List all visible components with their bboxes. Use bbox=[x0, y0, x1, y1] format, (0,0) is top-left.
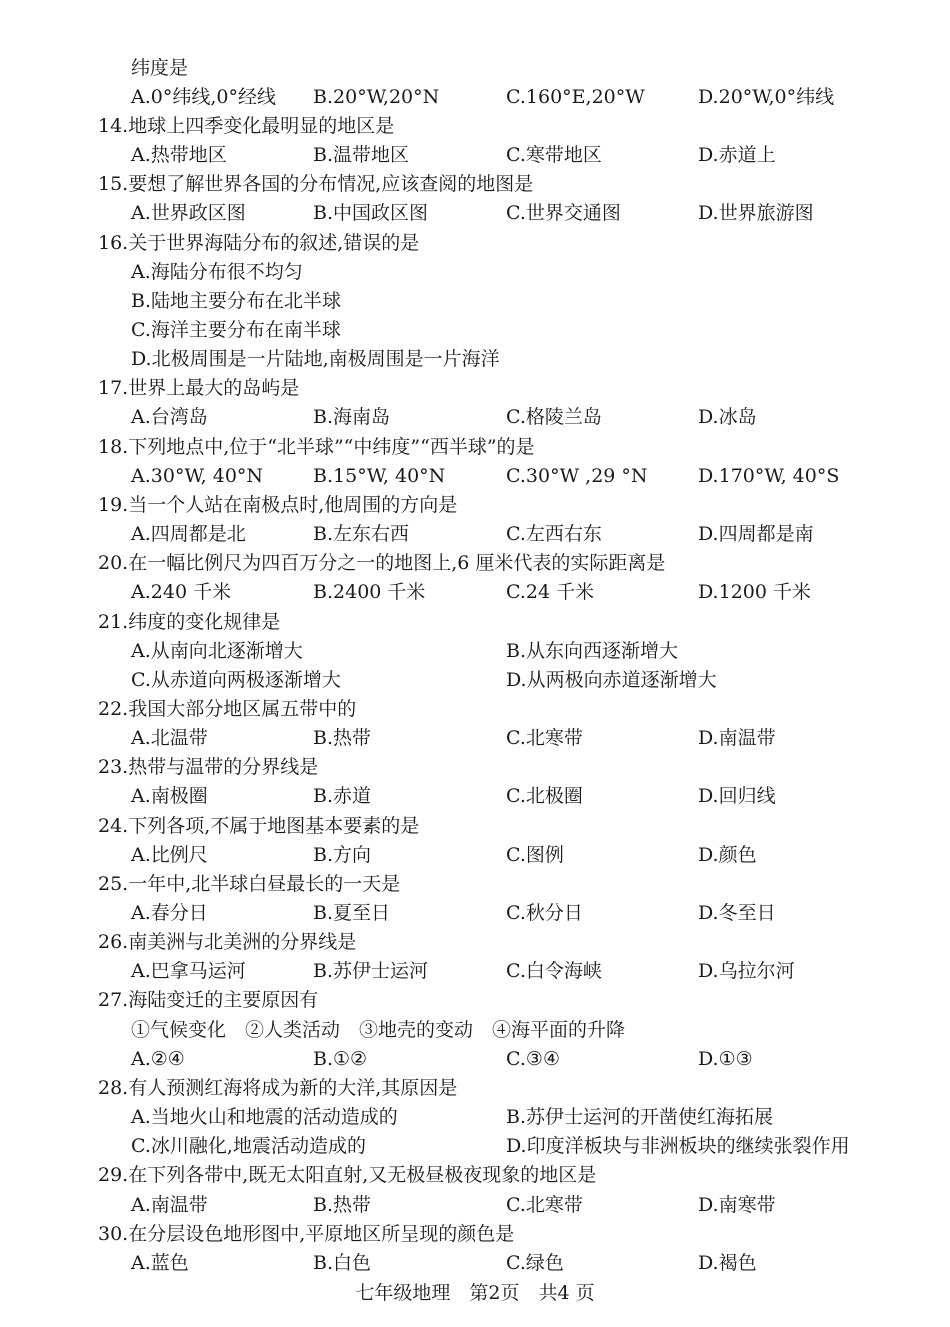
option-b: B.热带 bbox=[313, 1194, 372, 1216]
question-text: 地球上四季变化最明显的地区是 bbox=[128, 115, 395, 137]
question-stem bbox=[98, 1161, 596, 1190]
question-text: 当一个人站在南极点时,他周围的方向是 bbox=[128, 494, 458, 516]
option-c: C.30°W ,29 °N bbox=[506, 465, 648, 487]
option-b: B.夏至日 bbox=[313, 902, 391, 924]
option-a: A.北温带 bbox=[131, 727, 208, 749]
option-c: C.左西右东 bbox=[506, 523, 602, 545]
question-text: 海陆变迁的主要原因有 bbox=[128, 989, 319, 1011]
question-stem bbox=[98, 986, 318, 1015]
question-text: 我国大部分地区属五带中的 bbox=[128, 698, 357, 720]
option-a: A.当地火山和地震的活动造成的 bbox=[131, 1106, 398, 1128]
options-row bbox=[0, 1191, 950, 1220]
option-d: D.褐色 bbox=[698, 1252, 757, 1274]
options-row bbox=[0, 666, 950, 695]
option-d: D.①③ bbox=[698, 1048, 753, 1070]
option-a: A.蓝色 bbox=[131, 1252, 189, 1274]
question-number: 29. bbox=[98, 1164, 129, 1186]
option-b: B.2400 千米 bbox=[313, 581, 426, 603]
options-row bbox=[0, 199, 950, 228]
options-row bbox=[0, 1103, 950, 1132]
question-number: 25. bbox=[98, 873, 129, 895]
option-c: C.北寒带 bbox=[506, 1194, 583, 1216]
option-d: D.北极周围是一片陆地,南极周围是一片海洋 bbox=[131, 348, 500, 370]
option-d: D.赤道上 bbox=[698, 144, 776, 166]
question-number: 15. bbox=[98, 173, 129, 195]
page-footer: 七年级地理 第2页 共4 页 bbox=[355, 1282, 595, 1304]
options-row bbox=[0, 578, 950, 607]
question-stem bbox=[98, 170, 533, 199]
options-row bbox=[0, 1249, 950, 1278]
options-row bbox=[0, 957, 950, 986]
option-a: A.春分日 bbox=[131, 902, 208, 924]
question-number: 24. bbox=[98, 815, 129, 837]
option-c: C.24 千米 bbox=[506, 581, 595, 603]
option-a: A.热带地区 bbox=[131, 144, 227, 166]
question-text: 在分层设色地形图中,平原地区所呈现的颜色是 bbox=[128, 1223, 515, 1245]
option-c: C.白令海峡 bbox=[506, 960, 602, 982]
option-b: B.热带 bbox=[313, 727, 372, 749]
option-b: B.赤道 bbox=[313, 785, 372, 807]
options-row bbox=[0, 1132, 950, 1161]
options-row bbox=[0, 520, 950, 549]
option-d: D.南寒带 bbox=[698, 1194, 776, 1216]
option-a: A.0°纬线,0°经线 bbox=[131, 86, 276, 108]
option-b: B.15°W, 40°N bbox=[313, 465, 446, 487]
question-stem bbox=[98, 1220, 514, 1249]
option-d: D.冬至日 bbox=[698, 902, 776, 924]
question-stem bbox=[98, 549, 665, 578]
option-d: D.回归线 bbox=[698, 785, 776, 807]
option-a: A.海陆分布很不均匀 bbox=[131, 261, 303, 283]
option-b: B.陆地主要分布在北半球 bbox=[131, 290, 342, 312]
option-a: A.从南向北逐渐增大 bbox=[131, 640, 303, 662]
option-b: B.温带地区 bbox=[313, 144, 410, 166]
option-b: B.20°W,20°N bbox=[313, 86, 440, 108]
options-row bbox=[0, 403, 950, 432]
question-stem bbox=[98, 491, 457, 520]
option-c: C.③④ bbox=[506, 1048, 560, 1070]
options-row bbox=[0, 316, 950, 345]
question-number: 26. bbox=[98, 931, 129, 953]
option-c: C.绿色 bbox=[506, 1252, 564, 1274]
option-b: B.方向 bbox=[313, 844, 372, 866]
option-c: C.寒带地区 bbox=[506, 144, 602, 166]
option-d: D.四周都是南 bbox=[698, 523, 814, 545]
question-number: 23. bbox=[98, 756, 129, 778]
option-c: C.图例 bbox=[506, 844, 564, 866]
option-b: B.从东向西逐渐增大 bbox=[506, 640, 679, 662]
option-c: C.冰川融化,地震活动造成的 bbox=[131, 1135, 366, 1157]
option-b: B.中国政区图 bbox=[313, 202, 429, 224]
option-a: A.四周都是北 bbox=[131, 523, 246, 545]
option-a: A.比例尺 bbox=[131, 844, 208, 866]
question-stem bbox=[98, 695, 356, 724]
option-d: D.乌拉尔河 bbox=[698, 960, 795, 982]
option-d: D.170°W, 40°S bbox=[698, 465, 840, 487]
option-d: D.冰岛 bbox=[698, 406, 757, 428]
option-c: C.160°E,20°W bbox=[506, 86, 645, 108]
question-stem bbox=[98, 229, 419, 258]
question-stem bbox=[98, 374, 299, 403]
option-a: A.台湾岛 bbox=[131, 406, 208, 428]
options-row bbox=[0, 899, 950, 928]
question-stem bbox=[98, 1074, 457, 1103]
question-text: 下列各项,不属于地图基本要素的是 bbox=[128, 815, 420, 837]
question-stem bbox=[98, 812, 419, 841]
option-b: B.白色 bbox=[313, 1252, 372, 1274]
option-c: C.格陵兰岛 bbox=[506, 406, 602, 428]
option-d: D.世界旅游图 bbox=[698, 202, 814, 224]
option-b: B.①② bbox=[313, 1048, 368, 1070]
options-row bbox=[0, 258, 950, 287]
question-number: 20. bbox=[98, 552, 129, 574]
option-c: C.从赤道向两极逐渐增大 bbox=[131, 669, 341, 691]
question-text: 关于世界海陆分布的叙述,错误的是 bbox=[128, 232, 420, 254]
option-c: C.世界交通图 bbox=[506, 202, 621, 224]
option-b: B.苏伊士运河的开凿使红海拓展 bbox=[506, 1106, 774, 1128]
option-a: A.南温带 bbox=[131, 1194, 208, 1216]
question-text: 要想了解世界各国的分布情况,应该查阅的地图是 bbox=[128, 173, 534, 195]
question-text: 南美洲与北美洲的分界线是 bbox=[128, 931, 357, 953]
intro-options bbox=[0, 83, 950, 112]
question-text: 世界上最大的岛屿是 bbox=[128, 377, 300, 399]
question-number: 17. bbox=[98, 377, 129, 399]
option-d: D.从两极向赤道逐渐增大 bbox=[506, 669, 717, 691]
option-c: C.秋分日 bbox=[506, 902, 583, 924]
options-row bbox=[0, 141, 950, 170]
option-d: D.颜色 bbox=[698, 844, 757, 866]
option-a: A.②④ bbox=[131, 1048, 185, 1070]
question-number: 19. bbox=[98, 494, 129, 516]
option-a: A.30°W, 40°N bbox=[131, 465, 264, 487]
question-number: 30. bbox=[98, 1223, 129, 1245]
question-number: 27. bbox=[98, 989, 129, 1011]
option-d: D.1200 千米 bbox=[698, 581, 812, 603]
question-number: 18. bbox=[98, 436, 129, 458]
options-row bbox=[0, 462, 950, 491]
question-text: 一年中,北半球白昼最长的一天是 bbox=[128, 873, 401, 895]
option-a: A.巴拿马运河 bbox=[131, 960, 246, 982]
option-a: A.世界政区图 bbox=[131, 202, 246, 224]
option-a: A.240 千米 bbox=[131, 581, 232, 603]
question-stem bbox=[98, 608, 280, 637]
question-stem bbox=[98, 870, 400, 899]
question-stem bbox=[98, 112, 394, 141]
option-c: C.海洋主要分布在南半球 bbox=[131, 319, 341, 341]
intro-stem-tail: 纬度是 bbox=[131, 57, 189, 79]
question-text: 在一幅比例尺为四百万分之一的地图上,6 厘米代表的实际距离是 bbox=[128, 552, 666, 574]
option-c: C.北极圈 bbox=[506, 785, 583, 807]
option-b: B.海南岛 bbox=[313, 406, 391, 428]
question-text: 热带与温带的分界线是 bbox=[128, 756, 319, 778]
options-row bbox=[0, 1045, 950, 1074]
question-number: 16. bbox=[98, 232, 129, 254]
option-a: A.南极圈 bbox=[131, 785, 208, 807]
options-row bbox=[0, 724, 950, 753]
question-sub-items: ①气候变化 ②人类活动 ③地壳的变动 ④海平面的升降 bbox=[131, 1019, 626, 1041]
option-d: D.南温带 bbox=[698, 727, 776, 749]
options-row bbox=[0, 782, 950, 811]
question-number: 21. bbox=[98, 611, 129, 633]
options-row bbox=[0, 287, 950, 316]
option-b: B.左东右西 bbox=[313, 523, 410, 545]
question-text: 有人预测红海将成为新的大洋,其原因是 bbox=[128, 1077, 458, 1099]
question-text: 纬度的变化规律是 bbox=[128, 611, 281, 633]
question-text: 在下列各带中,既无太阳直射,又无极昼极夜现象的地区是 bbox=[128, 1164, 597, 1186]
question-number: 22. bbox=[98, 698, 129, 720]
question-text: 下列地点中,位于“北半球”“中纬度”“西半球”的是 bbox=[128, 436, 535, 458]
options-row bbox=[0, 841, 950, 870]
option-d: D.20°W,0°纬线 bbox=[698, 86, 835, 108]
question-number: 28. bbox=[98, 1077, 129, 1099]
question-stem bbox=[98, 928, 356, 957]
option-c: C.北寒带 bbox=[506, 727, 583, 749]
question-stem bbox=[98, 433, 535, 462]
option-d: D.印度洋板块与非洲板块的继续张裂作用 bbox=[506, 1135, 850, 1157]
options-row bbox=[0, 345, 950, 374]
question-stem bbox=[98, 753, 318, 782]
question-number: 14. bbox=[98, 115, 129, 137]
options-row bbox=[0, 637, 950, 666]
option-b: B.苏伊士运河 bbox=[313, 960, 429, 982]
